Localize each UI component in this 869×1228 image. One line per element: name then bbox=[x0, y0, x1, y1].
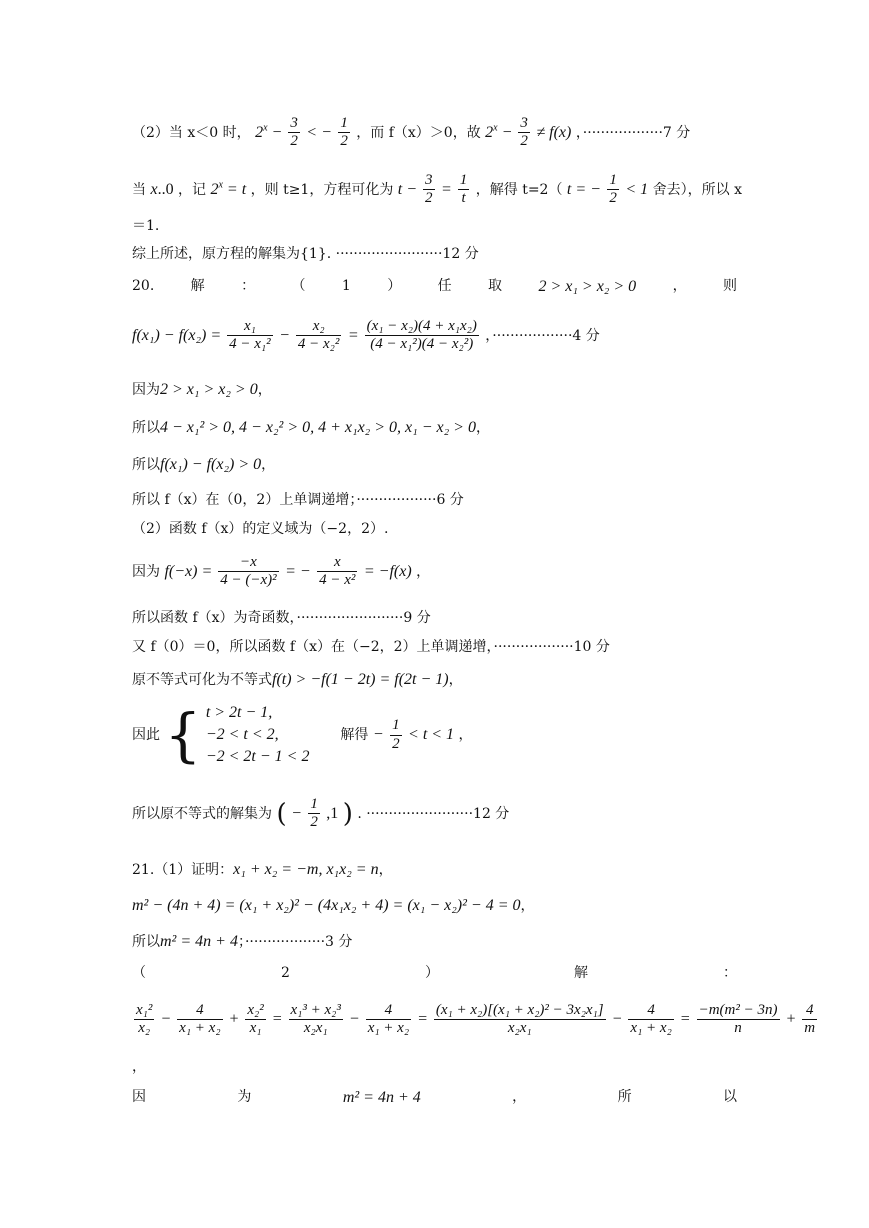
text: ， bbox=[261, 457, 276, 473]
text: 为 bbox=[237, 1089, 252, 1105]
math: x₁ + x₂ = −m, x₁x₂ = n bbox=[233, 861, 379, 878]
math: + bbox=[781, 1010, 801, 1028]
math: = bbox=[413, 1010, 432, 1028]
text: ， bbox=[520, 898, 535, 914]
line-conclusion-19: 综上所述，原方程的解集为{1}. ························12 分 bbox=[132, 246, 479, 262]
exponent: x bbox=[263, 122, 268, 134]
text: ， bbox=[512, 1089, 527, 1105]
math: − bbox=[607, 1010, 627, 1028]
line-case-nonnegative bbox=[132, 172, 742, 208]
exponent: x bbox=[218, 179, 223, 191]
math: 4 − x₁² > 0, 4 − x₂² > 0, 4 + x₁x₂ > 0, x₁ − x₂ > 0 bbox=[160, 419, 476, 436]
line-therefore-signs bbox=[132, 420, 490, 436]
text: ，则 t≥1，方程可化为 bbox=[250, 181, 394, 198]
math: − bbox=[267, 123, 287, 141]
line-therefore-positive bbox=[132, 457, 275, 473]
math: 2 bbox=[210, 180, 219, 198]
text: 所以 bbox=[132, 420, 160, 436]
text: ） bbox=[387, 278, 402, 294]
text: 所以 bbox=[132, 934, 160, 950]
fraction: $\frac{4}{m}$ bbox=[804, 1002, 816, 1037]
score-marker: ，··················7 分 bbox=[575, 124, 691, 141]
math: 2 bbox=[485, 123, 494, 141]
text: 原不等式可化为不等式 bbox=[132, 672, 272, 688]
text: 所 bbox=[617, 1089, 632, 1105]
text: 因为 bbox=[132, 563, 160, 580]
text: ，解得 t=2（ bbox=[475, 181, 563, 198]
math: − bbox=[372, 726, 384, 743]
fraction: $\frac{\text{x₁}}{\text{4 − x₁²}}$ bbox=[229, 318, 271, 353]
math: m² = 4n + 4 bbox=[160, 933, 238, 950]
line-odd-function: 所以函数 f（x）为奇函数，························9 分 bbox=[132, 610, 431, 626]
score-marker: ；··················3 分 bbox=[237, 934, 353, 950]
math: = bbox=[267, 1010, 287, 1028]
math: 2 > x₁ > x₂ > 0 bbox=[160, 381, 258, 398]
text: 因为 bbox=[132, 382, 160, 398]
system-row: −2 < 2t − 1 < 2 bbox=[205, 748, 310, 765]
line-q21-proof bbox=[132, 862, 393, 878]
line-solution-set bbox=[132, 796, 509, 832]
text: （2）当 x＜0 时， bbox=[132, 124, 251, 141]
right-paren: ) bbox=[342, 798, 353, 829]
fraction: $\frac{3}{2}$ bbox=[425, 172, 433, 207]
text: 所以原不等式的解集为 bbox=[132, 805, 272, 822]
line-system bbox=[132, 702, 473, 768]
text: ，记 bbox=[178, 181, 207, 198]
text: ， bbox=[475, 420, 490, 436]
line-because-m2 bbox=[132, 1090, 737, 1106]
line-q20-heading bbox=[132, 279, 737, 295]
text: 以 bbox=[722, 1089, 737, 1105]
fraction: $\frac{\text{(x₁ − x₂)(4 + x₁x₂)}}{\text{(4 − x₁²)(4 − x₂²)}}$ bbox=[366, 318, 477, 353]
fraction: $\frac{4}{\text{x₁ + x₂}}$ bbox=[367, 1002, 410, 1037]
fraction: $\frac{4}{\text{x₁ + x₂}}$ bbox=[179, 1002, 221, 1037]
line-inequality bbox=[132, 672, 463, 688]
math: 2 bbox=[255, 123, 264, 141]
math: = bbox=[675, 1010, 695, 1028]
math: m² − (4n + 4) = (x₁ + x₂)² − (4x₁x₂ + 4) = (x₁ − x₂)² − 4 = 0 bbox=[132, 897, 521, 914]
question-number: 20. bbox=[132, 278, 155, 294]
text: ， bbox=[257, 382, 272, 398]
math: < − bbox=[306, 123, 332, 141]
math: = t bbox=[222, 180, 247, 198]
line-f0: 又 f（0）＝0，所以函数 f（x）在（−2，2）上单调递增，··················10 分 bbox=[132, 639, 610, 655]
math: − bbox=[497, 123, 517, 141]
left-paren: ( bbox=[276, 798, 287, 829]
math: x bbox=[150, 180, 158, 198]
fraction: $\frac{-x}{\text{4 − (−x)²}}$ bbox=[220, 554, 277, 589]
line-because bbox=[132, 382, 272, 398]
text: ， bbox=[448, 672, 463, 688]
text: （ bbox=[291, 278, 306, 294]
math: t − bbox=[397, 180, 422, 198]
text: ， bbox=[416, 563, 431, 580]
text: 则 bbox=[722, 278, 737, 294]
math: − bbox=[344, 1010, 364, 1028]
math: t = − bbox=[566, 180, 601, 198]
text: 因此 bbox=[132, 727, 160, 743]
text: 解 bbox=[573, 965, 588, 981]
text: 取 bbox=[488, 278, 503, 294]
text: 任 bbox=[437, 278, 452, 294]
math: m² = 4n + 4 bbox=[342, 1089, 421, 1106]
line-solution: ＝1. bbox=[132, 218, 160, 234]
text: 解得 bbox=[340, 727, 369, 743]
fraction: $\frac{\text{−m(m² − 3n)}}{n}$ bbox=[698, 1002, 778, 1037]
fraction: $\frac{1}{2}$ bbox=[609, 172, 617, 207]
line-difference bbox=[132, 318, 600, 354]
text: 因 bbox=[132, 1089, 146, 1105]
inequality-system bbox=[206, 702, 310, 768]
fraction: $\frac{4}{\text{x₁ + x₂}}$ bbox=[630, 1002, 672, 1037]
fraction: $\frac{x}{\text{4 − x²}}$ bbox=[319, 554, 356, 589]
line-increasing: 所以 f（x）在（0，2）上单调递增；··················6 分 bbox=[132, 492, 464, 508]
math: = bbox=[441, 180, 456, 198]
fraction: $\frac{1}{2}$ bbox=[340, 115, 348, 150]
text: ， bbox=[672, 278, 687, 294]
math: f(−x) = bbox=[164, 562, 217, 580]
score-marker: . ························12 分 bbox=[357, 805, 510, 822]
fraction: $\frac{1}{2}$ bbox=[392, 717, 400, 752]
exponent: x bbox=[493, 122, 498, 134]
math: ≠ f(x) bbox=[536, 123, 572, 141]
text: ） bbox=[424, 965, 439, 981]
fraction: $\frac{1}{2}$ bbox=[310, 796, 318, 831]
fraction: $\frac{3}{2}$ bbox=[520, 115, 528, 150]
math: 2 > x₁ > x₂ > 0 bbox=[538, 278, 637, 295]
system-row: t > 2t − 1, bbox=[205, 704, 273, 721]
text: 舍去），所以 x bbox=[652, 181, 742, 198]
math: f(x₁) − f(x₂) = bbox=[132, 326, 226, 344]
line-comma: ， bbox=[132, 1059, 146, 1075]
text: 2 bbox=[281, 965, 290, 981]
score-marker: ，··················4 分 bbox=[485, 327, 600, 344]
math: f(x₁) − f(x₂) > 0 bbox=[160, 456, 262, 473]
text: ： bbox=[722, 965, 737, 981]
math: − bbox=[279, 326, 294, 344]
line-part2-heading bbox=[132, 966, 737, 980]
text: 所以 bbox=[132, 457, 160, 473]
line-result bbox=[132, 934, 352, 950]
fraction: $\frac{1}{t}$ bbox=[459, 172, 468, 207]
math: − bbox=[156, 1010, 176, 1028]
math: = − bbox=[285, 562, 311, 580]
text: ， bbox=[458, 727, 473, 743]
math: − bbox=[291, 804, 302, 822]
fraction: $\frac{\text{(x₁ + x₂)[(x₁ + x₂)² − 3x₂x₁]}}{\text{x₂x₁}}$ bbox=[435, 1002, 604, 1037]
math: + bbox=[224, 1010, 244, 1028]
text: （ bbox=[132, 965, 146, 981]
text: ， bbox=[378, 862, 393, 878]
math: = bbox=[347, 326, 363, 344]
math: < t < 1 bbox=[408, 726, 455, 743]
text: 当 bbox=[132, 181, 146, 198]
fraction: $\frac{\text{x₁³ + x₂³}}{\text{x₂x₁}}$ bbox=[290, 1002, 341, 1037]
line-long-expression bbox=[132, 1002, 819, 1038]
text: 1 bbox=[341, 278, 351, 294]
line-odd-check bbox=[132, 554, 430, 590]
fraction: $\frac{\text{x₁²}}{\text{x₂}}$ bbox=[136, 1002, 153, 1037]
fraction: $\frac{3}{2}$ bbox=[290, 115, 298, 150]
system-row: −2 < t < 2, bbox=[205, 726, 279, 743]
math: = −f(x) bbox=[363, 562, 412, 580]
math: f(t) > −f(1 − 2t) = f(2t − 1) bbox=[272, 671, 449, 688]
line-domain: （2）函数 f（x）的定义域为（−2，2）. bbox=[132, 521, 389, 537]
text: ： bbox=[241, 278, 256, 294]
text: 解 bbox=[190, 278, 205, 294]
left-brace: { bbox=[164, 701, 202, 769]
line-identity bbox=[132, 898, 535, 914]
fraction: $\frac{\text{x₂²}}{\text{x₁}}$ bbox=[247, 1002, 264, 1037]
math: ,1 bbox=[326, 804, 339, 822]
text: 21.（1）证明： bbox=[132, 862, 234, 878]
math: ..0 bbox=[157, 180, 174, 198]
line-part2-case-negative bbox=[132, 115, 690, 151]
text: ，而 f（x）＞0，故 bbox=[356, 124, 481, 141]
fraction: $\frac{\text{x₂}}{\text{4 − x₂²}}$ bbox=[297, 318, 340, 353]
math: < 1 bbox=[625, 180, 649, 198]
